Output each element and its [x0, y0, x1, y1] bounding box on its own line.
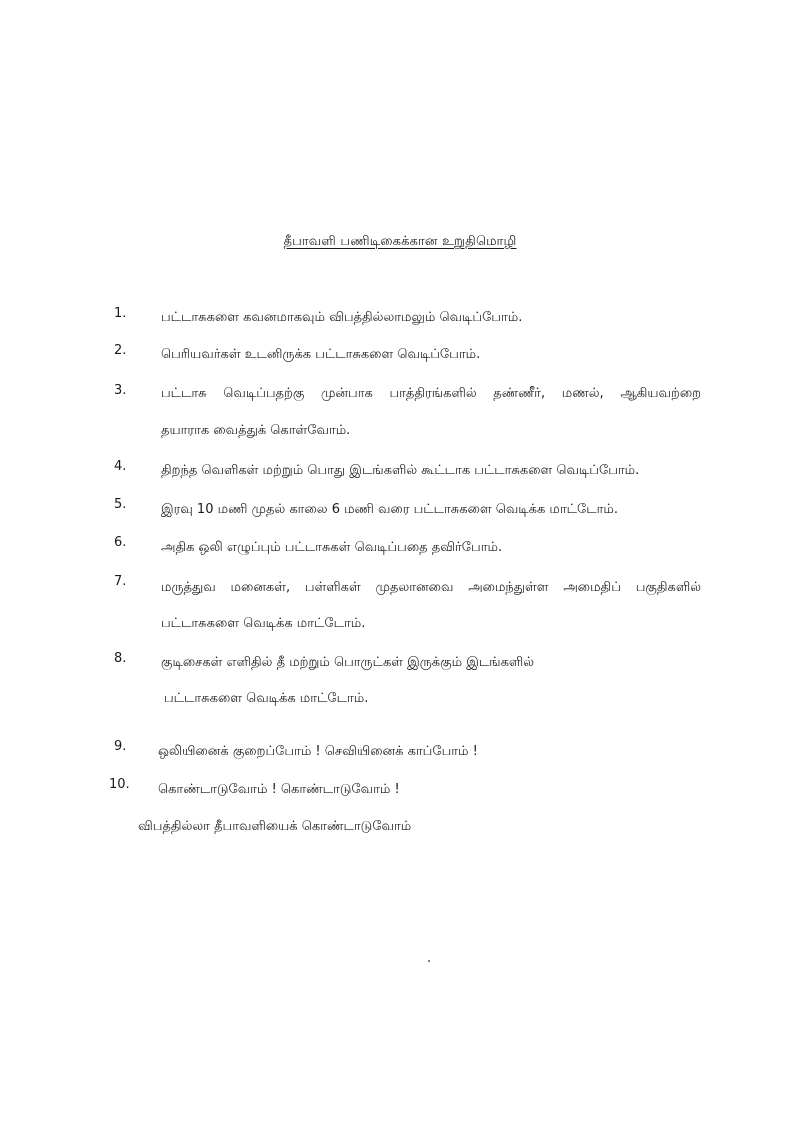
scan-speck	[428, 960, 430, 962]
item-text: கொண்டாடுவோம் ! கொண்டாடுவோம் !	[158, 782, 400, 797]
item-text: ஒலியினைக் குறைப்போம் ! செவியினைக் காப்போம் !	[158, 744, 478, 759]
item-text: பட்டாசு வெடிப்பதற்கு முன்பாக பாத்திரங்களில் தண்ணீர், மணல், ஆகியவற்றை	[161, 386, 701, 401]
item-text: திறந்த வெளிகள் மற்றும் பொது இடங்களில் கூட்டாக பட்டாசுகளை வெடிப்போம்.	[161, 463, 640, 478]
item-number: 8.	[114, 651, 127, 666]
closing-line: விபத்தில்லா தீபாவளியைக் கொண்டாடுவோம்	[138, 819, 412, 834]
item-text: பெரியவர்கள் உடனிருக்க பட்டாசுகளை வெடிப்போம்.	[161, 347, 481, 362]
item-text: இரவு 10 மணி முதல் காலை 6 மணி வரை பட்டாசுகளை வெடிக்க மாட்டோம்.	[161, 502, 618, 517]
item-number: 9.	[114, 739, 127, 754]
item-number: 7.	[114, 574, 127, 589]
page-title: தீபாவளி பணிடிகைக்கான உறுதிமொழி	[283, 234, 517, 249]
item-text-continued: பட்டாசுகளை வெடிக்க மாட்டோம்.	[161, 616, 366, 631]
item-text: பட்டாசுகளை கவனமாகவும் விபத்தில்லாமலும் வெடிப்போம்.	[161, 310, 523, 325]
item-number: 2.	[114, 343, 127, 358]
item-number: 4.	[114, 459, 127, 474]
item-text: அதிக ஒலி எழுப்பும் பட்டாசுகள் வெடிப்பதை தவிர்போம்.	[161, 540, 503, 555]
item-text-continued: பட்டாசுகளை வெடிக்க மாட்டோம்.	[164, 691, 369, 706]
item-number: 1.	[114, 306, 127, 321]
item-number: 3.	[114, 383, 127, 398]
item-text: குடிசைகள் எளிதில் தீ மற்றும் பொருட்கள் இருக்கும் இடங்களில்	[161, 655, 535, 670]
item-number: 10.	[109, 777, 130, 792]
item-text-continued: தயாராக வைத்துக் கொள்வோம்.	[161, 423, 351, 438]
item-text: மருத்துவ மனைகள், பள்ளிகள் முதலானவை அமைந்துள்ள அமைதிப் பகுதிகளில்	[161, 580, 701, 595]
item-number: 5.	[114, 497, 127, 512]
item-number: 6.	[114, 535, 127, 550]
